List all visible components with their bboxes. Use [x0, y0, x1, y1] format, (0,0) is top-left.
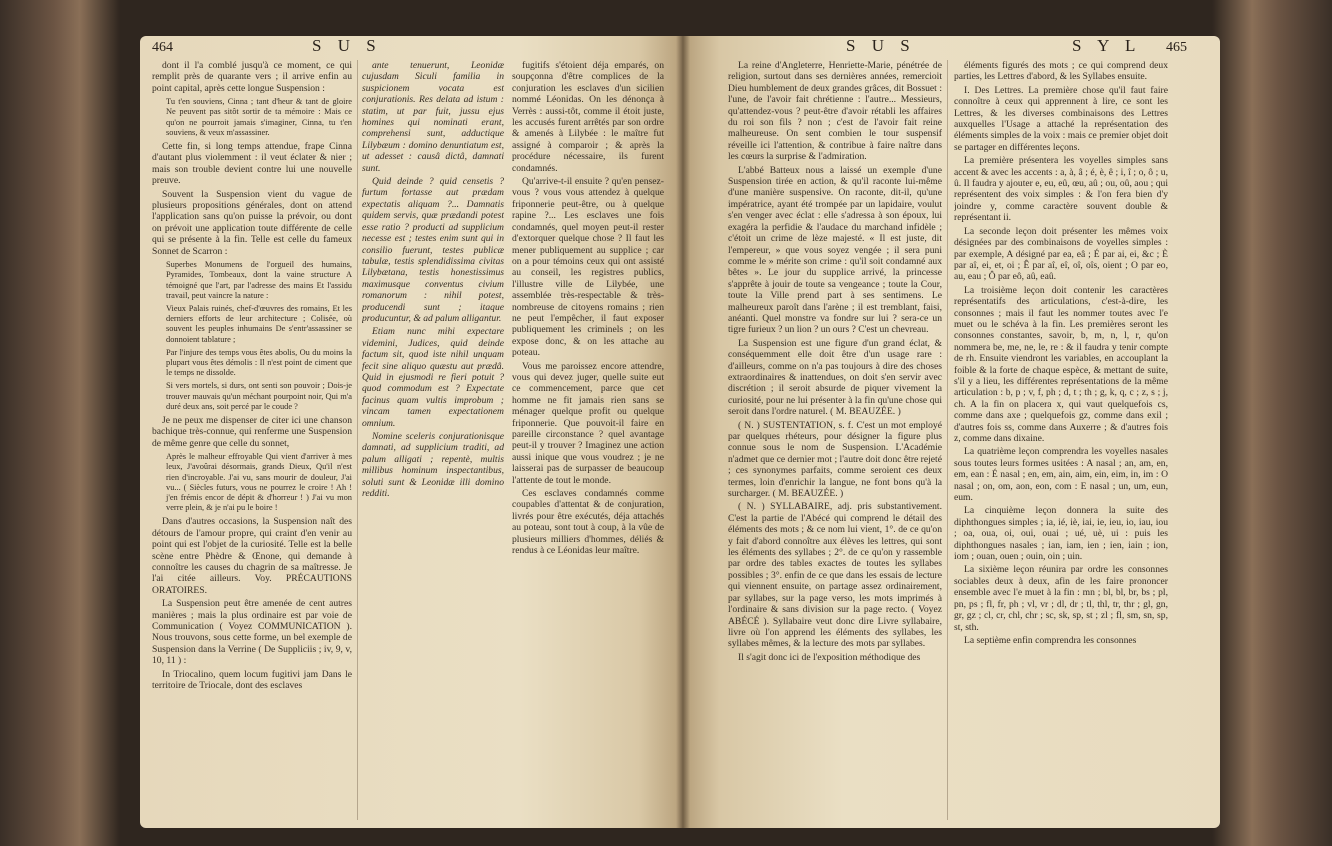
verse-block: Vieux Palais ruinés, chef-d'œuvres des romains, Et les derniers efforts de leur architecture ; Colisée, où souvent les peuples inhumains De s'entr'assassiner se donnoient tablature ;: [166, 303, 352, 344]
right-column-1: [728, 60, 942, 820]
paragraph: Quid deinde ? quid censetis ? furtum fortasse aut prædam expectatis aliquam ?... Damnatis quidem servis, quæ prædandi potest esse ratio ? producti ad supplicium necesse est ; testes enim sunt qui in consilio fuerunt, testes publicæ tabulæ, testis splendidissima civitas Lilybætana, testis honestissimus maximusque conventus civium romanorum : nihil potest, producendi sunt ; itaque producuntur, & ad palum alligantur.: [362, 176, 504, 324]
paragraph: La reine d'Angleterre, Henriette-Marie, pénétrée de religion, surtout dans ses dernières années, remercioit Dieu humblement de deux grandes grâces, dit Bossuet : l'une, de l'avoir fait chrétienne : l'autre... Messieurs, qu'attendez-vous ? peut-être d'avoir rétabli les affaires du roi son fils ? non ; c'est de l'avoir fait reine malheureuse. On sent combien le tour suspensif réveille ici l'attention, & contribue à faire naître dans les cœurs la surprise & l'admiration.: [728, 60, 942, 163]
paragraph: Souvent la Suspension vient du vague de plusieurs propositions générales, dont on attend l'application sans qu'on puisse la prévoir, ou dont on prévoit une application toute différente de celle qui se présente à la fin. Telle est celle du fameux Sonnet de Scarron :: [152, 188, 352, 257]
left-column-2: [362, 60, 504, 820]
paragraph: ( N. ) SYLLABAIRE, adj. pris substantivement. C'est la partie de l'Abécé qui comprend le détail des éléments des mots ; & ce nom lui vient, 1°. de ce qu'on y fait d'abord connoître aux élèves les lettres, qui sont les éléments des syllabes ; 2°. de ce qu'on y rassemble par ordre des tables exactes de toutes les syllabes possibles ; 3°. enfin de ce que dans les essais de lecture qui viennent ensuite, on partage assez ordinairement, par syllabes, sur la page verso, les mots imprimés à l'ordinaire & sans division sur la page recto. ( Voyez ABÉCÉ ). Syllabaire veut donc dire Livre syllabaire, livre où l'on apprend les éléments des syllabes, les syllabes mêmes, & la lecture des mots par syllabes.: [728, 501, 942, 650]
paragraph: éléments figurés des mots ; ce qui comprend deux parties, les Lettres d'abord, & les Syllabes ensuite.: [954, 60, 1168, 83]
paragraph: Nomine sceleris conjurationisque damnati, ad supplicium traditi, ad palum alligati ; repentè, multis millibus hominum inspectantibus, soluti sunt & Leonidæ illi domino redditi.: [362, 431, 504, 500]
verse-block: Superbes Monumens de l'orgueil des humains, Pyramides, Tombeaux, dont la vaine structure A témoigné que l'art, par l'adresse des mains Et l'assidu travail, peut vaincre la nature :: [166, 260, 352, 300]
column-rule: [947, 60, 948, 820]
right-running-head-right: S Y L: [1072, 36, 1142, 55]
paragraph: I. Des Lettres. La première chose qu'il faut faire connoître à ceux qui apprennent à lire, ce sont les Lettres, & les diverses combinaisons des Lettres auxquelles l'Usage a attaché la représentation des éléments simples de la voix : mais ce premier objet doit se partager en différentes leçons.: [954, 84, 1168, 153]
paragraph: Je ne peux me dispenser de citer ici une chanson bachique très-connue, qui renferme une Suspension de même genre que celle du sonnet,: [152, 414, 352, 449]
paragraph: ( N. ) SUSTENTATION, s. f. C'est un mot employé par quelques rhéteurs, pour désigner la figure plus connue sous le nom de Suspension. L'Académie n'admet que ce dernier mot ; l'autre doit donc être rejeté ; ces synonymes parfaits, comme seroient ces deux termes, loin d'enrichir la langue, ne font bons qu'à la surcharger. ( M. BEAUZÉE. ): [728, 419, 942, 500]
paragraph: La troisième leçon doit contenir les caractères représentatifs des articulations, c'est-à-dire, les consonnes ; mais il faut les nommer toutes avec l'e muet ou le schéva à la fin. Les premières seront les consonnes constantes, savoir, b, m, n, l, r, qu'on nommera be, me, ne, le, re : & il faudra y tenir compte de rh. Ensuite viendront les variables, en accouplant la foible & la forte de chaque espèce, & mettant de suite, s'il y a lieu, les différentes représentations de la même articulation : b, p ; v, f, ph ; d, t ; th ; g, k, q, c ; z, s ; j, ch. A la fin on placera x, qui vaut quelquefois cs, comme dans axe ; quelquefois gz, comme dans exil ; d'autres fois ss, comme dans Auxerre ; & d'autres fois z, comme dans dixaine.: [954, 284, 1168, 444]
paragraph: La première présentera les voyelles simples sans accent & avec les accents : a, à, â ; é, è, ê ; i, î ; o, ô ; u, û. Il faudra y ajouter e, eu, eû, œu, aû ; ou, oû, aou ; qui représentent des voix simples : & l'on fera bien d'y joindre y, comme caractère souvent double & représentant ii.: [954, 155, 1168, 224]
paragraph: In Triocalino, quem locum fugitivi jam Dans le territoire de Triocale, dont des esclaves: [152, 668, 352, 692]
paragraph: Cette fin, si long temps attendue, frape Cinna d'autant plus violemment : il veut éclater & nier ; mais son trouble devient contre lui une nouvelle preuve.: [152, 141, 352, 187]
right-running-head-left: S U S: [846, 36, 916, 55]
paragraph: La septième enfin comprendra les consonnes: [964, 634, 1137, 646]
paragraph: Qu'arrive-t-il ensuite ? qu'en pensez-vous ? vous vous attendez à quelque friponnerie peut-être, ou à quelque rapine ?... Les esclaves une fois condamnés, quel moyen peut-il rester d'extorquer quelque chose ? Il faut les mener publiquement au supplice ; car on a pour témoins ceux qui ont assisté au conseil, les registres publics, l'illustre ville de Lilybée, une assemblée très-respectable & très-nombreuse de citoyens romains ; rien ne peut l'empêcher, il faut exposer publiquement les criminels ; on les expose donc, & on les attache au poteau.: [512, 176, 664, 359]
left-page-number: 464: [152, 40, 173, 55]
paragraph: Vous me paroissez encore attendre, vous qui devez juger, quelle suite eut ce commencement, parce que cet homme ne fit jamais rien sans se ménager quelque profit ou quelque friponnerie. Que pouvoit-il faire en pareille circonstance ? quel avantage peut-il y trouver ? Imaginez une action aussi inique que vous voudrez ; je ne laisserai pas de surpasser de beaucoup l'attente de tout le monde.: [512, 360, 664, 486]
paragraph: La Suspension peut être amenée de cent autres manières ; mais la plus ordinaire est par voie de Communication ( Voyez COMMUNICATION ). Nous trouvons, sous cette forme, un bel exemple de Suspension dans la Verrine ( De Suppliciis ; iv, 9, v, 10, 11 ) :: [152, 598, 352, 667]
left-column-3: [512, 60, 664, 820]
verse-block: Par l'injure des temps vous êtes abolis, Ou du moins la plupart vous êtes démolis : Il n'est point de ciment que le temps ne dissolde.: [166, 347, 352, 378]
paragraph: La sixième leçon réunira par ordre les consonnes sociables deux à deux, afin de les faire prononcer ensemble avec l'e muet à la fin : mn ; bl, bl, br, bs ; pl, pn, ps ; fl, fr, ph ; vl, vr ; dl, dr ; tl, thl, tr, thr ; gl, gn, gr, gz ; cl, cr, chl, chr ; sc, sk, sp, st ; zl ; fl, sm, sn, sp, st, sth.: [954, 564, 1168, 633]
paragraph: ante tenuerunt, Leonidæ cujusdam Siculi familia in suspicionem vocata est conjurationis. Res delata ad istum : statim, ut par fuit, jussu ejus homines qui nominati erant, comprehensi sunt, adductique Lilybæum : domino denuntiatum est, ut adesset : causâ dictâ, damnati sunt.: [362, 60, 504, 174]
paragraph: fugitifs s'étoient déja emparés, on soupçonna d'être complices de la conjuration les esclaves d'un sicilien nommé Léonidas. On les dénonça à Verrès : aussi-tôt, comme il étoit juste, les accusés furent arrêtés par son ordre & amenés à Lilybée : le maître fut assigné à comparoir ; & après la procédure nécessaire, ils furent condamnés.: [512, 60, 664, 174]
verse-block: Après le malheur effroyable Qui vient d'arriver à mes leux, J'avoûrai désormais, grands Dieux, Qu'il n'est rien d'incroyable. J'ai vu, sans mourir de douleur, J'ai vu... ( Siècles futurs, vous ne pourrez le croire ! Ah ! j'en frémis encor de dépit & d'horreur ! ) J'ai vu mon verre plein, & je n'ai pu le boire !: [166, 452, 352, 513]
paragraph: Dans d'autres occasions, la Suspension naît des détours de l'amour propre, qui craint d'en venir au point qui est l'objet de la curiosité. Telle est la belle scène entre Phèdre & Œnone, qui demande à connoître les causes du chagrin de sa maîtresse. Je l'ai citée ailleurs. Voy. PRÉCAUTIONS ORATOIRES.: [152, 516, 352, 596]
paragraph: dont il l'a comblé jusqu'à ce moment, ce qui remplit près de quarante vers ; il arrive enfin au point capital, après cette longue Suspension :: [152, 60, 352, 94]
book-gutter: [676, 36, 690, 828]
paragraph: Ces esclaves condamnés comme coupables d'attentat & de conjuration, livrés pour être exécutés, déja attachés au poteau, sont tout à coup, à la vûe de plusieurs milliers d'hommes, déliés & rendus à ce Léonidas leur maître.: [512, 488, 664, 557]
paragraph: Il s'agit donc ici de l'exposition méthodique des: [738, 651, 921, 663]
right-column-2: [954, 60, 1168, 820]
paragraph: La cinquième leçon donnera la suite des diphthongues simples ; ia, ié, iè, iai, ie, ieu, io, iau, iou ; oa, oua, oi, oui, ouai ; ué, uè, ui : puis les diphthongues nasales ; ian, iam, ien ; ien, iain ; ion, iom ; ouan, ouen ; ouin, oin ; uin.: [954, 505, 1168, 563]
paragraph: Etiam nunc mihi expectare videmini, Judices, quid deinde factum sit, quod iste nihil unquam fecit sine aliquo quæstu aut prædâ. Quid in ejusmodi re fieri potuit ? quod commodum est ? Expectate facinus quam vultis improbum ; vincam tamen expectationem omnium.: [362, 326, 504, 429]
right-page-number: 465: [1166, 40, 1187, 55]
verse-block: Tu t'en souviens, Cinna ; tant d'heur & tant de gloire Ne peuvent pas sitôt sortir de ta mémoire : Mais ce qu'on ne pourroit jamais s'imaginer, Cinna, tu t'en souviens, & veux m'assassiner.: [166, 97, 352, 137]
paragraph: La quatrième leçon comprendra les voyelles nasales sous toutes leurs formes usitées : A nasal ; an, am, en, em, ean : É nasal ; en, em, ain, aim, ein, eim, in, im : O nasal ; on, om, aon, eon, com : E nasal ; un, um, eun, eum.: [954, 446, 1168, 504]
paragraph: La Suspension est une figure d'un grand éclat, & conséquemment elle doit être d'un usage rare : d'ailleurs, comme on n'a pas toujours à dire des choses extraordinaires & inattendues, on doit s'en servir avec discrétion ; il seroit absurde de piquer vivement la curiosité, pour ne lui présenter à la fin qu'une chose qui seroit dans l'ordre naturel. ( M. BEAUZÉE. ): [728, 337, 942, 418]
column-rule: [357, 60, 358, 820]
left-column-1: [152, 60, 352, 820]
paragraph: La seconde leçon doit présenter les mêmes voix désignées par des combinaisons de voyelles simples : par exemple, A désigné par ea, eâ ; É par ai, ei, &c ; È par aî, ei, et, oi ; Ê par aî, eî, oî, oîs, oient ; O par eo, au, eau ; Ô par eô, aû, eaû.: [954, 225, 1168, 283]
verse-block: Si vers mortels, si durs, ont senti son pouvoir ; Dois-je trouver mauvais qu'un méchant pourpoint noir, Qui m'a duré deux ans, soit percé par le coude ?: [166, 381, 352, 411]
left-running-head: S U S: [312, 36, 382, 55]
paragraph: L'abbé Batteux nous a laissé un exemple d'une Suspension tirée en action, & qu'il raconte lui-même d'une manière suspensive. On raconte, dit-il, qu'une impératrice, ayant été trompée par un lapidaire, voulut s'en venger avec éclat : elle s'adressa à son époux, lui exagéra la perfidie & l'audace du marchand infidèle ; c'étoit un crime de lèze majesté. « Il est juste, dit l'empereur, » que vous soyez vengée ; il sera puni comme le » mérite son crime : qu'il soit condamné aux bêtes ». Le jour du supplice arrivé, la princesse s'apprête à jouir de toute sa vengeance ; toute la Cour, toute la Ville prend part à ses sentimens. Le malheureux paroît dans l'arène ; il est tremblant, faisi, anéanti. Quel monstre va fondre sur lui ? sera-ce un tigre furieux ? un lion ? un ours ? C'est un chevreau.: [728, 164, 942, 336]
